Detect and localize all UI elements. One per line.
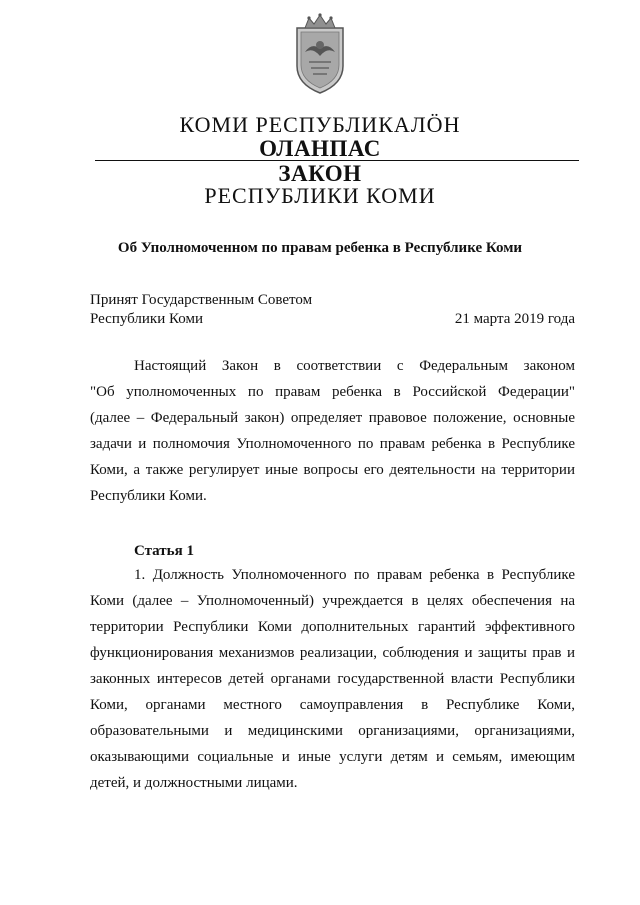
article-line: функционирования механизмов реализации, соблюдения и защиты прав и [90,645,575,661]
header-republic: РЕСПУБЛИКИ КОМИ [204,183,436,208]
article-line: детей, и должностными лицами. [90,775,298,791]
preamble-line: Республики Коми. [90,488,207,504]
preamble-line: Настоящий Закон в соответствии с Федеральным законом [134,358,575,374]
article-line: Коми, органами местного самоуправления в Республике Коми, [90,697,575,713]
preamble-line: (далее – Федеральный закон) определяет правовое положение, основные [90,410,575,426]
article-line: оказывающими социальные и иные услуги детям и семьям, имеющим [90,749,575,765]
header-komi-republic: КОМИ РЕСПУБЛИКАЛӦН [179,112,461,137]
article-line: Коми (далее – Уполномоченный) учреждается в целях обеспечения на [90,593,575,609]
article-line: 1. Должность Уполномоченного по правам ребенка в Республике [134,567,575,583]
law-title: Об Уполномоченном по правам ребенка в Республике Коми [117,240,523,256]
header-zakon: ЗАКОН [278,161,362,186]
preamble-line: Коми, а также регулирует иные вопросы его деятельности на территории [90,462,575,478]
adopted-line-2: Республики Коми [90,311,203,327]
preamble-line: "Об уполномоченных по правам ребенка в Российской Федерации" [90,384,575,400]
article-line: территории Республики Коми дополнительных гарантий эффективного [90,619,575,635]
article-heading: Статья 1 [134,543,194,559]
adopted-line-1: Принят Государственным Советом [90,292,313,308]
adoption-date: 21 марта 2019 года [454,311,575,327]
preamble-line: задачи и полномочия Уполномоченного по правам ребенка в Республике [90,436,575,452]
article-line: законных интересов детей органами государственной власти Республики [90,671,575,687]
coat-of-arms-icon [291,12,349,96]
article-line: образовательными и медицинскими организациями, организациями, [90,723,575,739]
adopted-by [90,291,312,329]
header-olanpas: ОЛАНПАС [259,136,381,161]
